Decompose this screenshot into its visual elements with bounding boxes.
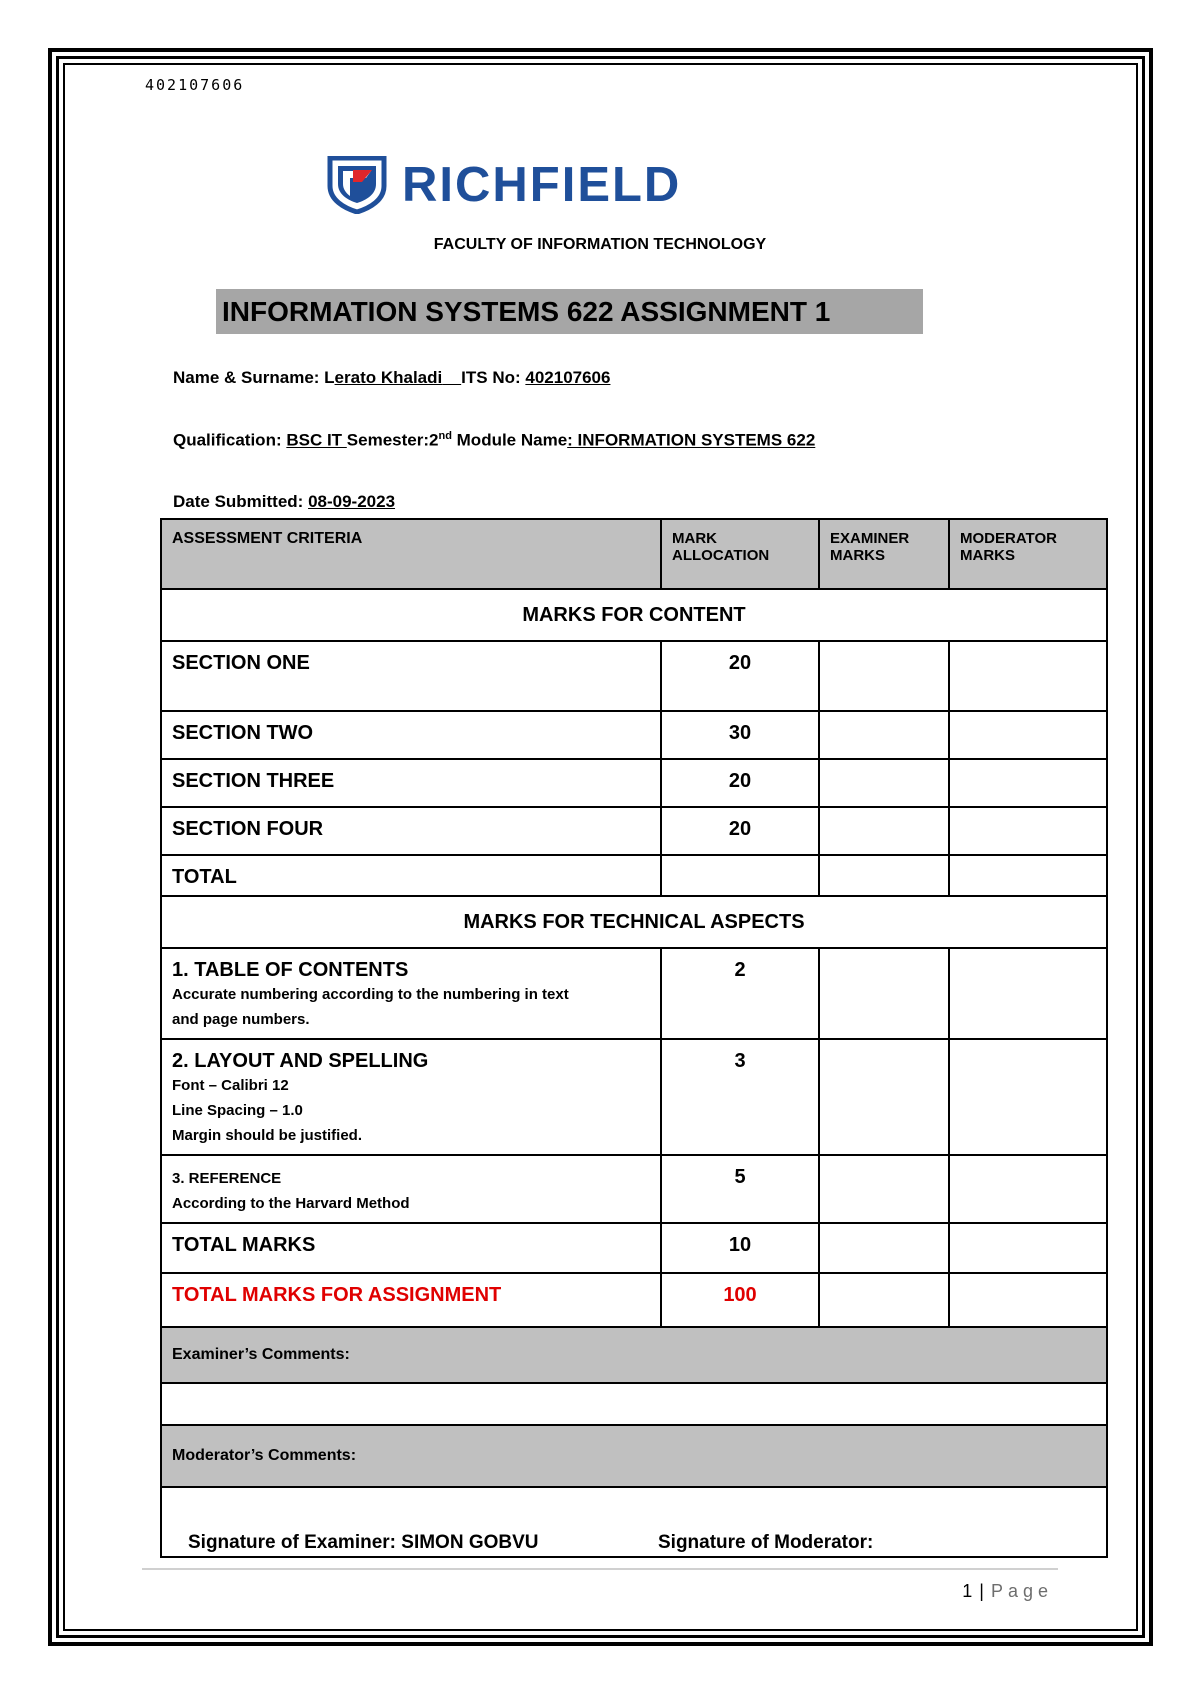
its-label: ITS No:: [461, 368, 526, 387]
examiner-mark-cell[interactable]: [819, 1039, 949, 1155]
moderator-mark-cell[interactable]: [949, 1223, 1107, 1273]
semester-sup: nd: [438, 430, 452, 442]
header-id: 402107606: [145, 76, 245, 94]
page-title: INFORMATION SYSTEMS 622 ASSIGNMENT 1: [216, 289, 923, 334]
examiner-mark-cell[interactable]: [819, 855, 949, 896]
semester-label: Semester:2: [346, 430, 439, 450]
layout-label: 2. LAYOUT AND SPELLING: [172, 1050, 429, 1072]
module-value: : INFORMATION SYSTEMS 622: [567, 430, 816, 450]
name-value: erato Khaladi: [334, 368, 443, 387]
moderator-mark-cell[interactable]: [949, 641, 1107, 711]
table-row: 3. REFERENCE According to the Harvard Method 5: [161, 1155, 1107, 1223]
module-label: Module Name: [451, 430, 568, 450]
richfield-logo: [326, 156, 681, 214]
examiner-comments-field[interactable]: [161, 1383, 1107, 1425]
assessment-table: [160, 518, 1108, 1558]
examiner-mark-cell[interactable]: [819, 1155, 949, 1223]
table-header-row: [161, 519, 1107, 589]
examiner-signature: Signature of Examiner: SIMON GOBVU: [188, 1532, 539, 1553]
header-criteria: ASSESSMENT CRITERIA: [161, 519, 661, 589]
total-assignment-row: TOTAL MARKS FOR ASSIGNMENT 100: [161, 1273, 1107, 1327]
examiner-mark-cell[interactable]: [819, 948, 949, 1039]
moderator-mark-cell[interactable]: [949, 855, 1107, 896]
qualification-value: BSC IT: [286, 430, 347, 450]
table-row: SECTION FOUR 20: [161, 807, 1107, 855]
moderator-comments-row: [161, 1425, 1107, 1487]
examiner-comments-label: Examiner’s Comments:: [161, 1327, 1107, 1383]
table-row: SECTION TWO 30: [161, 711, 1107, 759]
moderator-mark-cell[interactable]: [949, 1039, 1107, 1155]
table-row: TOTAL: [161, 855, 1107, 896]
header-moderator: MODERATOR MARKS: [949, 519, 1107, 589]
moderator-comments-label: Moderator’s Comments:: [161, 1425, 1107, 1487]
header-examiner: EXAMINER MARKS: [819, 519, 949, 589]
table-row: 1. TABLE OF CONTENTS Accurate numbering according to the numbering in text and page numbers. 2: [161, 948, 1107, 1039]
content-heading: MARKS FOR CONTENT: [161, 589, 1107, 641]
examiner-mark-cell[interactable]: [819, 641, 949, 711]
page-footer: 1 | Page: [962, 1581, 1053, 1601]
content-section-row: [161, 589, 1107, 641]
moderator-mark-cell[interactable]: [949, 1273, 1107, 1327]
examiner-mark-cell[interactable]: [819, 1223, 949, 1273]
moderator-mark-cell[interactable]: [949, 711, 1107, 759]
reference-label: 3. REFERENCE: [172, 1170, 282, 1187]
logo-text: RICHFIELD: [402, 157, 682, 212]
page-number: 1: [962, 1581, 974, 1601]
its-value: 402107606: [525, 368, 611, 387]
qualification-label: Qualification:: [173, 430, 287, 450]
table-row: SECTION THREE 20: [161, 759, 1107, 807]
moderator-signature: Signature of Moderator:: [658, 1532, 874, 1553]
table-row: TOTAL MARKS 10: [161, 1223, 1107, 1273]
technical-section-row: [161, 896, 1107, 948]
examiner-mark-cell[interactable]: [819, 807, 949, 855]
technical-heading: MARKS FOR TECHNICAL ASPECTS: [161, 896, 1107, 948]
date-line: [173, 492, 395, 512]
page-label: Page: [990, 1581, 1053, 1601]
examiner-mark-cell[interactable]: [819, 711, 949, 759]
table-row: 2. LAYOUT AND SPELLING Font – Calibri 12 Line Spacing – 1.0 Margin should be justified. 3: [161, 1039, 1107, 1155]
footer-divider: [142, 1568, 1058, 1570]
moderator-mark-cell[interactable]: [949, 1155, 1107, 1223]
shield-icon: [326, 156, 388, 214]
table-row: SECTION ONE 20: [161, 641, 1107, 711]
header-mark-allocation: MARK ALLOCATION: [661, 519, 819, 589]
moderator-mark-cell[interactable]: [949, 759, 1107, 807]
name-line: [173, 368, 610, 388]
moderator-mark-cell[interactable]: [949, 807, 1107, 855]
date-value: 08-09-2023: [308, 492, 396, 511]
date-label: Date Submitted:: [173, 492, 309, 511]
moderator-mark-cell[interactable]: [949, 948, 1107, 1039]
examiner-mark-cell[interactable]: [819, 1273, 949, 1327]
name-label: Name & Surname: L: [173, 368, 335, 387]
examiner-comments-row: [161, 1327, 1107, 1383]
signature-row: [161, 1487, 1107, 1557]
toc-label: 1. TABLE OF CONTENTS: [172, 959, 409, 981]
faculty-heading: FACULTY OF INFORMATION TECHNOLOGY: [433, 236, 767, 253]
qualification-line: [173, 430, 815, 451]
examiner-mark-cell[interactable]: [819, 759, 949, 807]
